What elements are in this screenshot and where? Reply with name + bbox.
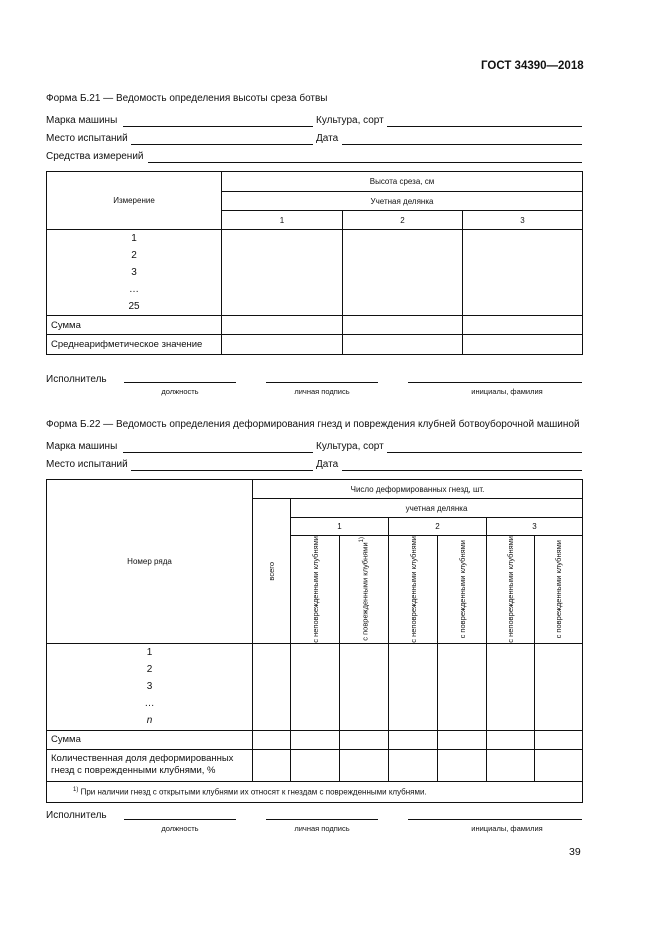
form1-name-line[interactable] — [408, 382, 582, 383]
data-cell[interactable] — [222, 316, 343, 335]
sum-label: Сумма — [47, 316, 222, 335]
form1-performer-label: Исполнитель — [46, 374, 107, 385]
plot-2-header: 2 — [343, 211, 463, 230]
measure-rows-cell — [47, 230, 222, 316]
col-plot-header: учетная делянка — [291, 499, 583, 518]
data-cell[interactable] — [291, 749, 340, 781]
data-cell[interactable] — [222, 335, 343, 355]
form2-sign-line[interactable] — [266, 819, 378, 820]
data-cell[interactable] — [389, 730, 438, 749]
form2-name-line[interactable] — [408, 819, 582, 820]
col-plot-header: Учетная делянка — [222, 192, 583, 211]
form1-instruments-field[interactable] — [148, 162, 582, 163]
measure-row: 3 — [131, 267, 137, 278]
form2-name-caption: инициалы, фамилия — [471, 824, 543, 833]
form2-date-field[interactable] — [342, 470, 582, 471]
plot-3-header: 3 — [487, 518, 583, 536]
form2-position-caption: должность — [161, 824, 199, 833]
form1-date-label: Дата — [316, 133, 339, 144]
data-cell[interactable] — [291, 730, 340, 749]
form2-table — [46, 479, 583, 803]
form1-title: Форма Б.21 — Ведомость определения высоты среза ботвы — [46, 93, 328, 104]
form2-place-label: Место испытаний — [46, 459, 128, 470]
data-cell[interactable] — [438, 730, 487, 749]
form1-crop-label: Культура, сорт — [316, 115, 384, 126]
plot-1-header: 1 — [222, 211, 343, 230]
sub-damaged-header: с поврежденными клубнями$^{1)}$ — [340, 536, 389, 644]
row-number: 3 — [146, 681, 153, 693]
form2-title: Форма Б.22 — Ведомость определения деформирования гнезд и повреждения клубней ботвоуборочной машиной — [46, 419, 580, 430]
data-cell[interactable] — [340, 643, 389, 730]
form2-machine-field[interactable] — [123, 452, 313, 453]
form1-sign-line[interactable] — [266, 382, 378, 383]
data-cell[interactable] — [463, 335, 583, 355]
sub-damaged-header: с поврежденными клубнями — [535, 536, 583, 644]
col-row-header: Номер ряда — [47, 480, 253, 644]
footnote — [47, 781, 583, 802]
form1-instruments-label: Средства измерений — [46, 151, 144, 162]
data-cell[interactable] — [535, 643, 583, 730]
form2-date-label: Дата — [316, 459, 339, 470]
data-cell[interactable] — [463, 316, 583, 335]
data-cell[interactable] — [487, 643, 535, 730]
col-height-header: Высота среза, см — [222, 172, 583, 192]
form2-crop-field[interactable] — [387, 452, 582, 453]
sub-damaged-header: с поврежденными клубнями — [438, 536, 487, 644]
form1-position-line[interactable] — [124, 382, 236, 383]
form2-crop-label: Культура, сорт — [316, 441, 384, 452]
data-cell[interactable] — [343, 230, 463, 316]
sub-undamaged-header: с неповрежденными клубнями — [291, 536, 340, 644]
share-label: Количественная доля деформированных гнезд с поврежденными клубнями, % — [47, 749, 253, 781]
data-cell[interactable] — [438, 749, 487, 781]
footnote-mark: 1) — [73, 786, 79, 793]
form2-position-line[interactable] — [124, 819, 236, 820]
plot-2-header: 2 — [389, 518, 487, 536]
data-cell[interactable] — [438, 643, 487, 730]
footnote-text: При наличии гнезд с открытыми клубнями их относят к гнездам с поврежденными клубнями. — [80, 787, 427, 797]
data-cell[interactable] — [253, 749, 291, 781]
form1-machine-field[interactable] — [123, 126, 313, 127]
col-count-header: Число деформированных гнезд, шт. — [253, 480, 583, 499]
form1-table — [46, 171, 583, 355]
data-cell[interactable] — [253, 643, 291, 730]
form2-performer-label: Исполнитель — [46, 810, 107, 821]
form2-machine-label: Марка машины — [46, 441, 118, 452]
data-cell[interactable] — [343, 316, 463, 335]
row-number: n — [146, 715, 153, 727]
form1-position-caption: должность — [161, 387, 199, 396]
data-cell[interactable] — [535, 749, 583, 781]
data-cell[interactable] — [463, 230, 583, 316]
form2-sign-caption: личная подпись — [294, 824, 350, 833]
sum-label: Сумма — [47, 730, 253, 749]
row-number: 2 — [146, 664, 153, 676]
plot-3-header: 3 — [463, 211, 583, 230]
row-number: … — [144, 698, 155, 710]
page-number: 39 — [569, 846, 581, 858]
measure-row: 2 — [131, 250, 137, 261]
data-cell[interactable] — [222, 230, 343, 316]
form1-date-field[interactable] — [342, 144, 582, 145]
form1-place-field[interactable] — [131, 144, 313, 145]
col-measure-header: Измерение — [47, 172, 222, 230]
row-number: 1 — [146, 647, 153, 659]
data-cell[interactable] — [291, 643, 340, 730]
form1-name-caption: инициалы, фамилия — [471, 387, 543, 396]
data-cell[interactable] — [389, 749, 438, 781]
measure-row: 25 — [128, 301, 140, 312]
measure-row: 1 — [131, 233, 137, 244]
mean-label: Среднеарифметическое значение — [47, 335, 222, 355]
form2-place-field[interactable] — [131, 470, 313, 471]
form1-sign-caption: личная подпись — [294, 387, 350, 396]
data-cell[interactable] — [343, 335, 463, 355]
data-cell[interactable] — [340, 730, 389, 749]
form1-place-label: Место испытаний — [46, 133, 128, 144]
data-cell[interactable] — [253, 730, 291, 749]
measure-row: … — [129, 284, 139, 295]
col-total-header: всего — [253, 499, 291, 644]
data-cell[interactable] — [389, 643, 438, 730]
data-cell[interactable] — [535, 730, 583, 749]
document-code: ГОСТ 34390—2018 — [481, 60, 584, 72]
form1-machine-label: Марка машины — [46, 115, 118, 126]
data-cell[interactable] — [487, 730, 535, 749]
sub-undamaged-header: с неповрежденными клубнями — [389, 536, 438, 644]
form1-crop-field[interactable] — [387, 126, 582, 127]
row-numbers-cell — [47, 643, 253, 730]
data-cell[interactable] — [340, 749, 389, 781]
data-cell[interactable] — [487, 749, 535, 781]
sub-undamaged-header: с неповрежденными клубнями — [487, 536, 535, 644]
plot-1-header: 1 — [291, 518, 389, 536]
